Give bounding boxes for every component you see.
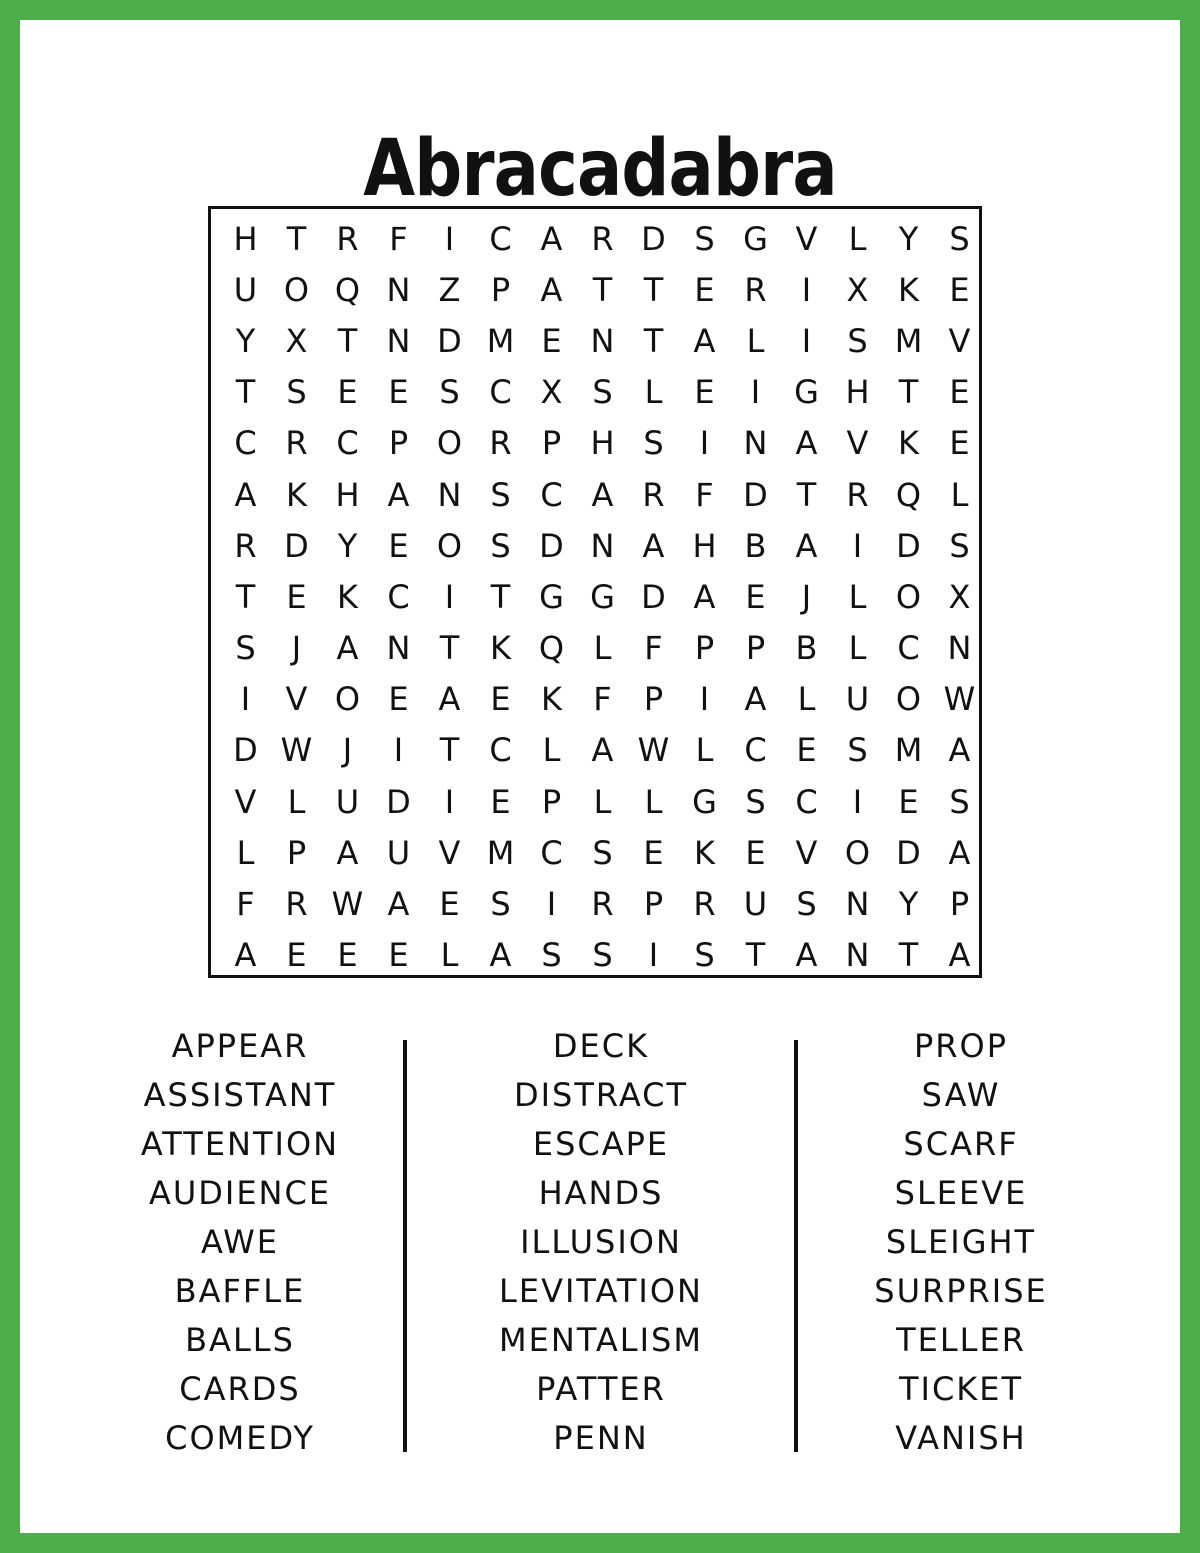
grid-letter: O	[895, 680, 922, 719]
grid-letter: A	[540, 270, 563, 309]
grid-letter: I	[393, 731, 404, 770]
grid-letter: N	[947, 629, 972, 668]
grid-letter: D	[233, 731, 258, 770]
grid-letter: E	[949, 373, 970, 412]
grid-letter: P	[388, 424, 409, 463]
grid-letter: S	[439, 373, 460, 412]
grid-letter: U	[335, 782, 360, 821]
grid-letter: X	[846, 270, 869, 309]
word-item: SURPRISE	[874, 1272, 1048, 1310]
grid-letter: H	[233, 219, 258, 258]
grid-letter: A	[693, 577, 716, 616]
grid-letter: I	[240, 680, 251, 719]
grid-letter: C	[897, 629, 920, 668]
word-item: COMEDY	[165, 1419, 315, 1457]
grid-letter: F	[389, 219, 408, 258]
grid-letter: A	[744, 680, 767, 719]
grid-letter: R	[336, 219, 359, 258]
grid-letter: E	[388, 526, 409, 565]
grid-letter: I	[699, 424, 710, 463]
grid-letter: C	[795, 782, 818, 821]
grid-letter: J	[291, 629, 302, 668]
word-item: SAW	[921, 1076, 1001, 1114]
word-column-1	[90, 1022, 390, 1463]
grid-letter: A	[642, 526, 665, 565]
grid-letter: S	[490, 885, 511, 924]
grid-letter: F	[236, 885, 255, 924]
word-item: SCARF	[903, 1125, 1019, 1163]
word-item: PATTER	[536, 1370, 666, 1408]
grid-letter: W	[637, 731, 670, 770]
grid-letter: R	[285, 424, 308, 463]
grid-letter: E	[439, 885, 460, 924]
grid-letter: N	[386, 629, 411, 668]
grid-letter: E	[643, 833, 664, 872]
grid-letter: I	[852, 526, 863, 565]
grid-letter: A	[693, 321, 716, 360]
grid-letter: R	[234, 526, 257, 565]
grid-letter: C	[489, 219, 512, 258]
grid-letter: C	[540, 475, 563, 514]
grid-letter: V	[795, 219, 818, 258]
grid-letter: B	[795, 629, 818, 668]
grid-letter: W	[280, 731, 313, 770]
grid-letter: M	[894, 731, 923, 770]
grid-letter: T	[439, 731, 460, 770]
grid-letter: A	[795, 424, 818, 463]
grid-letter: R	[489, 424, 512, 463]
grid-letter: L	[593, 629, 612, 668]
grid-letter: A	[948, 731, 971, 770]
word-item: LEVITATION	[499, 1272, 703, 1310]
grid-letter: C	[489, 373, 512, 412]
grid-letter: T	[286, 219, 307, 258]
grid-letter: K	[541, 680, 562, 719]
grid-letter: L	[848, 577, 867, 616]
grid-letter: E	[490, 680, 511, 719]
grid-letter: S	[490, 475, 511, 514]
grid-letter: T	[592, 270, 613, 309]
grid-letter: I	[852, 782, 863, 821]
column-divider	[794, 1040, 798, 1452]
grid-letter: F	[644, 629, 663, 668]
word-list	[0, 1022, 1200, 1462]
grid-letter: I	[444, 577, 455, 616]
grid-letter: D	[743, 475, 768, 514]
grid-letter: D	[641, 219, 666, 258]
word-item: PENN	[553, 1419, 649, 1457]
grid-letter: K	[337, 577, 358, 616]
grid-letter: E	[388, 680, 409, 719]
word-item: AUDIENCE	[148, 1174, 332, 1212]
word-item: SLEIGHT	[885, 1223, 1037, 1261]
grid-letter: R	[642, 475, 665, 514]
grid-letter: O	[283, 270, 310, 309]
grid-letter: N	[590, 321, 615, 360]
grid-letter: E	[337, 373, 358, 412]
grid-letter: N	[590, 526, 615, 565]
grid-letter: L	[797, 680, 816, 719]
grid-letter: L	[440, 936, 459, 975]
grid-letter: T	[235, 373, 256, 412]
grid-letter: S	[235, 629, 256, 668]
grid-letter: S	[847, 731, 868, 770]
grid-letter: N	[386, 270, 411, 309]
grid-letter: C	[336, 424, 359, 463]
grid-letter: K	[898, 270, 919, 309]
grid-letter: N	[437, 475, 462, 514]
grid-letter: P	[286, 833, 307, 872]
grid-letter: G	[692, 782, 717, 821]
grid-letter: A	[387, 475, 410, 514]
grid-letter: S	[286, 373, 307, 412]
grid-letter: O	[895, 577, 922, 616]
grid-letter: F	[593, 680, 612, 719]
grid-letter: V	[948, 321, 971, 360]
grid-letter: P	[694, 629, 715, 668]
grid-letter: E	[949, 424, 970, 463]
grid-letter: G	[539, 577, 564, 616]
word-item: VANISH	[895, 1419, 1027, 1457]
grid-letter: S	[643, 424, 664, 463]
grid-letter: V	[438, 833, 461, 872]
grid-letter: X	[948, 577, 971, 616]
grid-letter: E	[388, 373, 409, 412]
grid-letter: P	[541, 424, 562, 463]
grid-letter: L	[593, 782, 612, 821]
grid-letter: K	[286, 475, 307, 514]
word-item: CARDS	[179, 1370, 301, 1408]
grid-letter: S	[592, 833, 613, 872]
grid-letter: D	[539, 526, 564, 565]
grid-letter: Y	[235, 321, 256, 360]
grid-letter: O	[436, 424, 463, 463]
grid-letter: G	[590, 577, 615, 616]
grid-letter: D	[896, 526, 921, 565]
grid-letter: E	[388, 936, 409, 975]
grid-letter: P	[643, 885, 664, 924]
word-item: AWE	[201, 1223, 279, 1261]
grid-letter: I	[648, 936, 659, 975]
grid-letter: H	[692, 526, 717, 565]
grid-letter: A	[540, 219, 563, 258]
grid-letter: J	[342, 731, 353, 770]
word-item: ESCAPE	[532, 1125, 670, 1163]
grid-letter: U	[386, 833, 411, 872]
grid-letter: A	[591, 475, 614, 514]
grid-letter: K	[694, 833, 715, 872]
grid-letter: P	[643, 680, 664, 719]
grid-letter: V	[795, 833, 818, 872]
word-item: BAFFLE	[174, 1272, 306, 1310]
grid-letter: V	[285, 680, 308, 719]
grid-letter: E	[541, 321, 562, 360]
grid-letter: Y	[898, 885, 919, 924]
grid-letter: A	[387, 885, 410, 924]
grid-letter: T	[745, 936, 766, 975]
grid-letter: M	[486, 833, 515, 872]
grid-letter: I	[444, 219, 455, 258]
grid-letter: E	[745, 577, 766, 616]
grid-letter: T	[643, 321, 664, 360]
grid-letter: S	[592, 373, 613, 412]
grid-letter: C	[234, 424, 257, 463]
grid-letter: A	[795, 526, 818, 565]
grid-letter: R	[285, 885, 308, 924]
grid-letter: L	[848, 219, 867, 258]
grid-letter: L	[644, 373, 663, 412]
grid-letter: F	[695, 475, 714, 514]
grid-letter: S	[949, 526, 970, 565]
grid-letter: R	[846, 475, 869, 514]
grid-letter: D	[386, 782, 411, 821]
grid-letter: T	[796, 475, 817, 514]
word-item: BALLS	[185, 1321, 295, 1359]
grid-letter: T	[898, 373, 919, 412]
grid-letter: L	[542, 731, 561, 770]
grid-letter: A	[948, 936, 971, 975]
grid-letter: S	[847, 321, 868, 360]
grid-letter: S	[796, 885, 817, 924]
grid-letter: Y	[898, 219, 919, 258]
grid-letter: T	[337, 321, 358, 360]
word-item: DISTRACT	[513, 1076, 689, 1114]
grid-letter: Y	[337, 526, 358, 565]
grid-letter: E	[337, 936, 358, 975]
grid-letter: D	[284, 526, 309, 565]
grid-letter: M	[894, 321, 923, 360]
grid-letter: R	[744, 270, 767, 309]
grid-letter: E	[898, 782, 919, 821]
grid-letter: I	[699, 680, 710, 719]
grid-letter: E	[745, 833, 766, 872]
grid-letter: T	[235, 577, 256, 616]
grid-letter: C	[540, 833, 563, 872]
grid-letter: E	[286, 936, 307, 975]
grid-letter: T	[439, 629, 460, 668]
grid-letter: V	[846, 424, 869, 463]
grid-letter: K	[490, 629, 511, 668]
grid-letter: S	[694, 936, 715, 975]
grid-letter: S	[592, 936, 613, 975]
grid-letter: S	[490, 526, 511, 565]
word-item: HANDS	[538, 1174, 664, 1212]
grid-letter: Q	[334, 270, 361, 309]
grid-letter: W	[331, 885, 364, 924]
grid-letter: N	[743, 424, 768, 463]
page-title: Abracadabra	[363, 124, 837, 215]
grid-letter: C	[489, 731, 512, 770]
grid-letter: E	[694, 270, 715, 309]
word-item: TICKET	[898, 1370, 1024, 1408]
grid-letter: I	[801, 321, 812, 360]
grid-letter: C	[744, 731, 767, 770]
grid-letter: A	[234, 475, 257, 514]
grid-letter: B	[744, 526, 767, 565]
grid-letter: S	[745, 782, 766, 821]
grid-letter: E	[694, 373, 715, 412]
grid-letter: D	[437, 321, 462, 360]
grid-letter: L	[644, 782, 663, 821]
grid-letter: O	[334, 680, 361, 719]
grid-letter: E	[796, 731, 817, 770]
grid-letter: I	[546, 885, 557, 924]
grid-letter: E	[949, 270, 970, 309]
grid-letter: S	[541, 936, 562, 975]
word-item: APPEAR	[171, 1027, 309, 1065]
word-item: ATTENTION	[140, 1125, 340, 1163]
grid-letter: N	[845, 936, 870, 975]
grid-letter: A	[234, 936, 257, 975]
grid-letter: P	[949, 885, 970, 924]
grid-letter: G	[794, 373, 819, 412]
word-item: ILLUSION	[520, 1223, 682, 1261]
grid-letter: A	[438, 680, 461, 719]
grid-letter: T	[898, 936, 919, 975]
grid-letter: R	[591, 219, 614, 258]
grid-letter: G	[743, 219, 768, 258]
word-column-2	[451, 1022, 751, 1463]
grid-letter: Q	[538, 629, 565, 668]
word-item: PROP	[913, 1027, 1008, 1065]
grid-letter: A	[591, 731, 614, 770]
grid-letter: L	[695, 731, 714, 770]
grid-letter: A	[795, 936, 818, 975]
word-item: SLEEVE	[894, 1174, 1028, 1212]
letter-grid	[220, 213, 985, 981]
grid-letter: Q	[895, 475, 922, 514]
grid-letter: U	[233, 270, 258, 309]
word-column-3	[811, 1022, 1111, 1463]
grid-letter: J	[801, 577, 812, 616]
grid-letter: W	[943, 680, 976, 719]
grid-letter: C	[387, 577, 410, 616]
grid-letter: A	[489, 936, 512, 975]
grid-letter: U	[845, 680, 870, 719]
grid-letter: H	[590, 424, 615, 463]
grid-letter: S	[949, 782, 970, 821]
grid-letter: H	[335, 475, 360, 514]
word-item: MENTALISM	[499, 1321, 703, 1359]
grid-letter: X	[540, 373, 563, 412]
grid-letter: H	[845, 373, 870, 412]
grid-letter: A	[336, 629, 359, 668]
grid-letter: L	[236, 833, 255, 872]
grid-letter: O	[844, 833, 871, 872]
column-divider	[403, 1040, 407, 1452]
grid-letter: R	[693, 885, 716, 924]
grid-letter: R	[591, 885, 614, 924]
grid-letter: L	[746, 321, 765, 360]
grid-letter: I	[801, 270, 812, 309]
word-search-grid	[208, 206, 982, 978]
word-item: ASSISTANT	[143, 1076, 337, 1114]
grid-letter: S	[949, 219, 970, 258]
grid-letter: D	[896, 833, 921, 872]
grid-letter: P	[745, 629, 766, 668]
grid-letter: T	[643, 270, 664, 309]
grid-letter: T	[490, 577, 511, 616]
grid-letter: N	[845, 885, 870, 924]
grid-letter: O	[436, 526, 463, 565]
grid-letter: L	[848, 629, 867, 668]
grid-letter: L	[950, 475, 969, 514]
grid-letter: V	[234, 782, 257, 821]
grid-letter: L	[287, 782, 306, 821]
grid-letter: P	[541, 782, 562, 821]
word-item: TELLER	[896, 1321, 1026, 1359]
grid-letter: I	[444, 782, 455, 821]
word-item: DECK	[552, 1027, 650, 1065]
grid-letter: N	[386, 321, 411, 360]
grid-letter: E	[286, 577, 307, 616]
grid-letter: D	[641, 577, 666, 616]
grid-letter: Z	[438, 270, 461, 309]
grid-letter: A	[336, 833, 359, 872]
grid-letter: A	[948, 833, 971, 872]
grid-letter: I	[750, 373, 761, 412]
grid-letter: U	[743, 885, 768, 924]
grid-letter: P	[490, 270, 511, 309]
grid-letter: X	[285, 321, 308, 360]
grid-letter: S	[694, 219, 715, 258]
grid-letter: M	[486, 321, 515, 360]
grid-letter: K	[898, 424, 919, 463]
grid-letter: E	[490, 782, 511, 821]
